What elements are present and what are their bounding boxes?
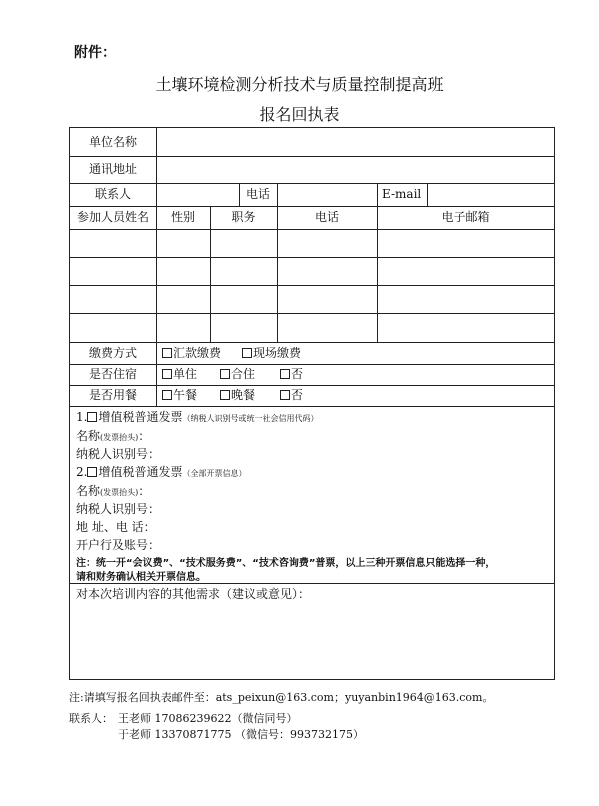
phone-label: 电话 <box>245 187 270 201</box>
invoice-type-note: （纳税人识别号或统一社会信用代码） <box>182 414 319 423</box>
address-label: 通讯地址 <box>88 162 137 176</box>
payment-option-onsite[interactable] <box>242 346 301 360</box>
row-divider <box>70 364 554 365</box>
row-divider <box>70 156 554 157</box>
contact-yu: 于老师 13370871775 （微信号：993732175） <box>118 728 364 741</box>
field-note: (发票抬头) <box>100 433 139 442</box>
invoice-bank-account-field[interactable]: 开户行及账号： <box>76 538 161 552</box>
row-divider <box>70 406 554 407</box>
submit-email-note: 注:请填写报名回执表邮件至：ats_peixun@163.com；yuyanbin1964@163.com。 <box>69 691 494 704</box>
option-label: 午餐 <box>173 388 198 402</box>
checkbox-icon <box>87 467 97 477</box>
row-divider <box>70 583 554 584</box>
invoice-name-field[interactable] <box>76 429 150 445</box>
checkbox-icon <box>280 390 290 400</box>
participant-name-header: 参加人员姓名 <box>76 210 149 224</box>
checkbox-icon <box>162 390 172 400</box>
column-divider <box>210 206 211 342</box>
meals-label: 是否用餐 <box>88 388 137 402</box>
attachment-label: 附件： <box>74 45 116 61</box>
row-divider <box>70 385 554 386</box>
checkbox-icon <box>162 369 172 379</box>
option-label: 否 <box>291 388 304 402</box>
column-divider <box>156 206 157 342</box>
invoice2-taxid-field[interactable]: 纳税人识别号： <box>76 502 161 516</box>
row-divider <box>70 285 554 286</box>
row-divider <box>70 313 554 314</box>
meals-option-no[interactable] <box>280 388 303 402</box>
item-number: 2. <box>76 465 88 479</box>
checkbox-icon <box>220 369 230 379</box>
checkbox-icon <box>242 348 252 358</box>
registration-form-table <box>69 127 555 680</box>
meals-option-lunch[interactable] <box>162 388 197 402</box>
invoice-option-1[interactable] <box>76 410 318 426</box>
invoice-note-line2: 请和财务确认相关开票信息。 <box>76 572 206 583</box>
invoice-type-note: （全部开票信息） <box>182 469 247 478</box>
field-label: 名称 <box>76 484 101 498</box>
contact-wang: 王老师 17086239622（微信同号） <box>118 712 298 725</box>
row-divider <box>70 206 554 207</box>
invoice-note-line1: 注：统一开“会议费”、“技术服务费”、“技术咨询费”普票，以上三种开票信息只能选择一种， <box>76 558 496 569</box>
item-number: 1. <box>76 410 88 424</box>
field-colon: ： <box>138 429 151 443</box>
lodging-option-no[interactable] <box>280 367 303 381</box>
column-divider <box>377 206 378 342</box>
invoice-option-2[interactable] <box>76 465 246 481</box>
invoice-type-label: 增值税普通发票 <box>98 465 183 479</box>
column-divider <box>277 183 278 206</box>
contacts-label: 联系人： <box>69 712 113 725</box>
column-divider <box>277 206 278 342</box>
payment-option-transfer[interactable] <box>162 346 221 360</box>
invoice-taxid-field[interactable]: 纳税人识别号： <box>76 447 161 461</box>
row-divider <box>70 342 554 343</box>
unit-name-label: 单位名称 <box>88 135 137 149</box>
invoice2-name-field[interactable] <box>76 484 150 500</box>
row-divider <box>70 257 554 258</box>
meals-option-dinner[interactable] <box>220 388 255 402</box>
page-title: 土壤环境检测分析技术与质量控制提高班 <box>155 75 444 94</box>
participant-phone-header: 电话 <box>314 210 339 224</box>
field-note: (发票抬头) <box>100 488 139 497</box>
email-label: E-mail <box>382 187 422 201</box>
lodging-option-shared[interactable] <box>220 367 255 381</box>
field-label: 名称 <box>76 429 101 443</box>
checkbox-icon <box>87 412 97 422</box>
option-label: 否 <box>291 367 304 381</box>
payment-label: 缴费方式 <box>88 346 137 360</box>
column-divider <box>156 342 157 406</box>
participant-email-header: 电子邮箱 <box>441 210 490 224</box>
lodging-option-single[interactable] <box>162 367 197 381</box>
checkbox-icon <box>280 369 290 379</box>
lodging-label: 是否住宿 <box>88 367 137 381</box>
option-label: 现场缴费 <box>253 346 302 360</box>
option-label: 汇款缴费 <box>173 346 222 360</box>
option-label: 合住 <box>231 367 256 381</box>
option-label: 单住 <box>173 367 198 381</box>
checkbox-icon <box>220 390 230 400</box>
checkbox-icon <box>162 348 172 358</box>
invoice-type-label: 增值税普通发票 <box>98 410 183 424</box>
position-header: 职务 <box>231 210 256 224</box>
column-divider <box>427 183 428 206</box>
gender-header: 性别 <box>170 210 195 224</box>
contact-label: 联系人 <box>94 187 131 201</box>
other-needs-label: 对本次培训内容的其他需求（建议或意见）： <box>76 587 311 601</box>
form-subtitle: 报名回执表 <box>259 105 340 124</box>
invoice-address-phone-field[interactable]: 地 址、电 话： <box>76 520 156 534</box>
field-colon: ： <box>138 484 151 498</box>
row-divider <box>70 183 554 184</box>
option-label: 晚餐 <box>231 388 256 402</box>
row-divider <box>70 229 554 230</box>
column-divider <box>377 183 378 206</box>
